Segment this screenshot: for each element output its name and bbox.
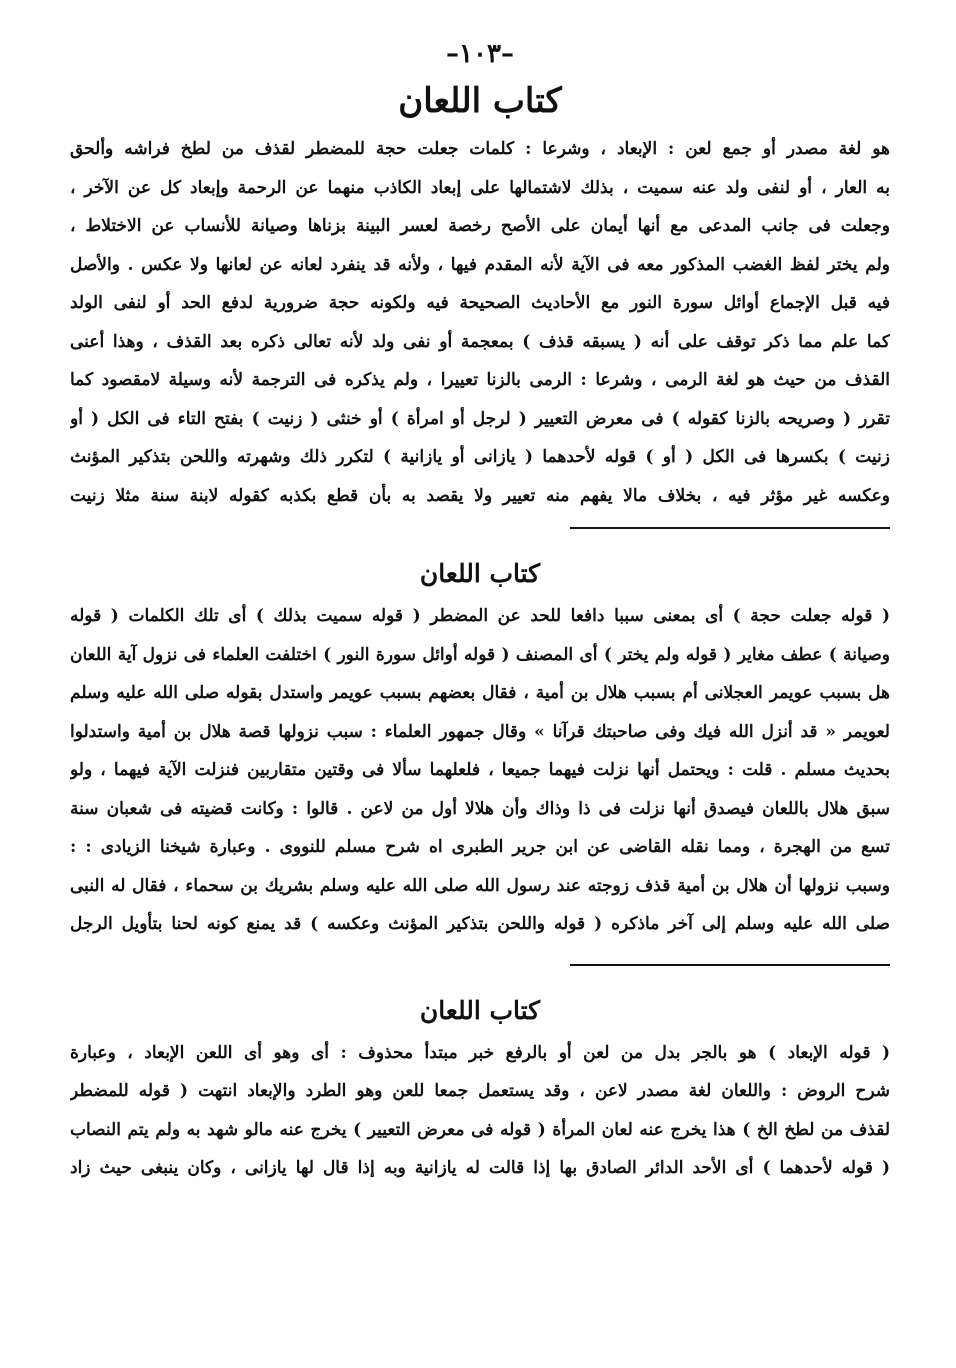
text-line: سبق هلال باللعان فيصدق أنها نزلت فى ذا وذاك وأن هلالا أول من لاعن . قالوا : وكانت قضيته فى شعبان سنة xyxy=(70,798,890,819)
text-line: ( قوله الإبعاد ) هو بالجر بدل من لعن أو بالرفع خبر مبتدأ محذوف : أى وهو أى اللعن الإبعاد ، وعبارة xyxy=(70,1042,890,1063)
text-line: فيه قبل الإجماع أوائل سورة النور مع الأحاديث الصحيحة فيه ولكونه حجة ضرورية لدفع الحد أو لنفى الولد xyxy=(70,293,890,313)
text-line: به العار ، أو لنفى ولد عنه سميت ، بذلك لاشتمالها على إبعاد الكاذب منهما عن الرحمة وإبعاد كل عن الآخر ، xyxy=(70,177,890,198)
page-number: –١٠٣– xyxy=(446,39,514,69)
commentary-text xyxy=(70,597,890,944)
text-line: ( قوله جعلت حجة ) أى بمعنى سببا دافعا للحد عن المضطر ( قوله سميت بذلك ) أى تلك الكلمات ( قوله xyxy=(70,606,890,626)
book-page xyxy=(70,34,890,1188)
text-line: بحديث مسلم . قلت : ويحتمل أنها نزلت فيهما جميعا ، فلعلهما سألا فى وقتين متقاربين فنزلت الآية فيهما ، ولو xyxy=(70,760,890,780)
text-line: وسبب نزولها أن هلال بن أمية قذف زوجته عند رسول الله صلى الله عليه وسلم بشريك بن سحماء ، فقال له النبى xyxy=(70,875,890,896)
commentary-title: كتاب اللعان xyxy=(419,559,541,588)
section-divider xyxy=(570,527,890,529)
text-line: هل بسبب عويمر العجلانى أم بسبب هلال بن أمية ، فقال بعضهم بسبب عويمر واستدل بقوله صلى الله عليه وسلم xyxy=(70,683,890,703)
text-line: كما علم مما ذكر توقف على أنه ( يسبقه قذف ) بمعجمة أو نفى ولد لأنه تعالى ذكره بعد القذف ، وهذا أعنى xyxy=(70,331,890,352)
section-divider xyxy=(570,964,890,966)
text-line: وجعلت فى جانب المدعى مع أنها أيمان على الأصح رخصة لعسر البينة بزناها وصيانة للأنساب عن الاختلاط ، xyxy=(70,216,890,236)
text-line: وعكسه غير مؤثر فيه ، بخلاف مالا يفهم منه تعيير ولا يقصد به بأن قطع بكذبه كقوله لابنة سنة مثلا زنيت xyxy=(70,485,890,506)
text-line: لقذف من لطخ الخ ) هذا يخرج عنه لعان المرأة ( قوله فى معرض التعيير ) يخرج عنه مالو شهد به ولم يتم النصاب xyxy=(70,1119,890,1140)
text-line: شرح الروض : واللعان لغة مصدر لاعن ، وقد يستعمل جمعا للعن وهو الطرد والإبعاد انتهت ( قوله للمضطر xyxy=(70,1081,890,1101)
text-line: ( قوله لأحدهما ) أى الأحد الدائر الصادق بها إذا قالت له يازانية وبه إذا قال لها يازانى ، وكان ينبغى حيث زاد xyxy=(70,1158,890,1178)
text-line: تقرر ( وصريحه بالزنا كقوله ) فى معرض التعيير ( لرجل أو امرأة ) أو خنثى ( زنيت ) بفتح التاء فى الكل ( أو xyxy=(70,408,890,429)
text-line: ولم يختر لفظ الغضب المذكور معه فى الآية لأنه المقدم فيها ، ولأنه قد ينفرد لعانه عن لعانها ولا عكس . والأصل xyxy=(70,254,890,275)
text-line: تسع من الهجرة ، ومما نقله القاضى عن ابن جرير الطبرى اه شرح مسلم للنووى . وعبارة شيخنا الزيادى : : xyxy=(70,837,890,857)
gloss-text xyxy=(70,1034,890,1188)
gloss-title: كتاب اللعان xyxy=(419,995,541,1025)
main-title: كتاب اللعان xyxy=(398,81,562,121)
text-line: القذف من حيث هو لغة الرمى ، وشرعا : الرمى بالزنا تعييرا ، ولم يذكره فى الترجمة لأنه وسيلة لامقصود كما xyxy=(70,370,890,390)
main-text xyxy=(70,130,890,515)
text-line: لعويمر « قد أنزل الله فيك وفى صاحبتك قرآنا » وقال جمهور العلماء : سبب نزولها قصة هلال بن أمية واستدلوا xyxy=(70,721,890,742)
text-line: وصيانة ) عطف مغاير ( قوله ولم يختر ) أى المصنف ( قوله أوائل سورة النور ) اختلفت العلماء فى نزول آية اللعان xyxy=(70,644,890,665)
text-line: زنيت ) بكسرها فى الكل ( أو ) قوله لأحدهما ( يازانى أو يازانية ) لتكرر ذلك وشهرته واللحن بتذكير المؤنث xyxy=(70,447,890,467)
text-line: هو لغة مصدر أو جمع لعن : الإبعاد ، وشرعا : كلمات جعلت حجة للمضطر لقذف من لطخ فراشه وألحق xyxy=(70,139,890,159)
text-line: صلى الله عليه وسلم إلى آخر ماذكره ( قوله واللحن بتذكير المؤنث وعكسه ) قد يمنع كونه لحنا بتأويل الرجل xyxy=(70,914,890,934)
